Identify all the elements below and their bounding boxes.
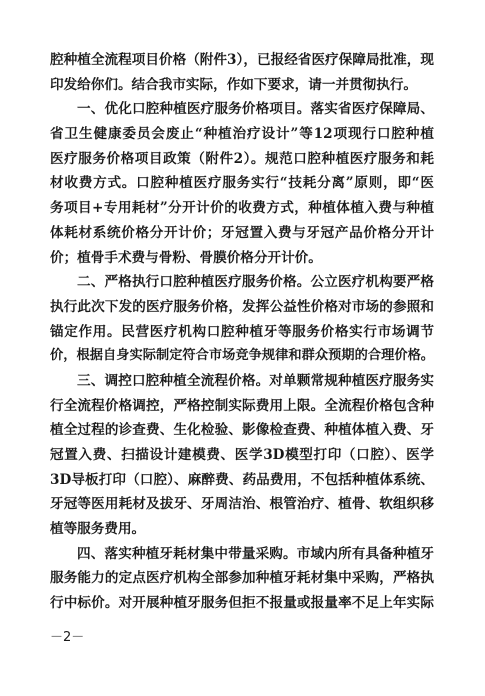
- page-number: －2－: [50, 630, 85, 645]
- text-line: 价，根据自身实际制定符合市场竞争规律和群众预期的合理价格。: [50, 348, 434, 364]
- text-line: 植等服务费用。: [50, 521, 146, 538]
- text-line: 冠置入费、扫描设计建模费、医学3D模型打印（口腔）、医学: [50, 447, 434, 463]
- section-heading-line: 四、落实种植牙耗材集中带量采购。市域内所有具备种植牙: [77, 545, 434, 562]
- section-heading-line: 一、优化口腔种植医疗服务价格项目。落实省医疗保障局、: [77, 101, 434, 118]
- text-line: 行全流程价格调控，严格控制实际费用上限。全流程价格包含种: [50, 397, 434, 414]
- text-line: 执行此次下发的医疗服务价格，发挥公益性价格对市场的参照和: [50, 298, 434, 315]
- text-line: 体耗材系统价格分开计价；牙冠置入费与牙冠产品价格分开计: [50, 224, 434, 241]
- text-line: 锚定作用。民营医疗机构口腔种植牙等服务价格实行市场调节: [50, 323, 434, 340]
- text-line: 植全过程的诊查费、生化检验、影像检查费、种植体植入费、牙: [50, 422, 434, 439]
- text-line: 腔种植全流程项目价格（附件3），已报经省医疗保障局批准，现: [50, 52, 434, 68]
- text-line: 牙冠等医用耗材及拔牙、牙周洁治、根管治疗、植骨、软组织移: [50, 496, 434, 513]
- text-line: 行中标价。对开展种植牙服务但拒不报量或报量率不足上年实际: [50, 595, 434, 612]
- text-line: 服务能力的定点医疗机构全部参加种植牙耗材集中采购，严格执: [50, 570, 434, 587]
- text-line: 印发给你们。结合我市实际，作如下要求，请一并贯彻执行。: [50, 76, 418, 93]
- text-line: 务项目+专用耗材”分开计价的收费方式，种植体植入费与种植: [50, 200, 434, 217]
- text-line: 3D导板打印（口腔）、麻醉费、药品费用，不包括种植体系统、: [50, 471, 434, 488]
- section-heading-line: 二、严格执行口腔种植医疗服务价格。公立医疗机构要严格: [77, 274, 434, 291]
- body-text: [50, 48, 434, 616]
- text-line: 医疗服务价格项目政策（附件2）。规范口腔种植医疗服务和耗: [50, 150, 434, 167]
- text-line: 材收费方式。口腔种植医疗服务实行“技耗分离”原则，即“医: [50, 175, 434, 192]
- text-line: 省卫生健康委员会废止“种植治疗设计”等12项现行口腔种植: [50, 126, 434, 143]
- section-heading-line: 三、调控口腔种植全流程价格。对单颗常规种植医疗服务实: [77, 372, 434, 389]
- text-line: 价；植骨手术费与骨粉、骨膜价格分开计价。: [50, 249, 322, 266]
